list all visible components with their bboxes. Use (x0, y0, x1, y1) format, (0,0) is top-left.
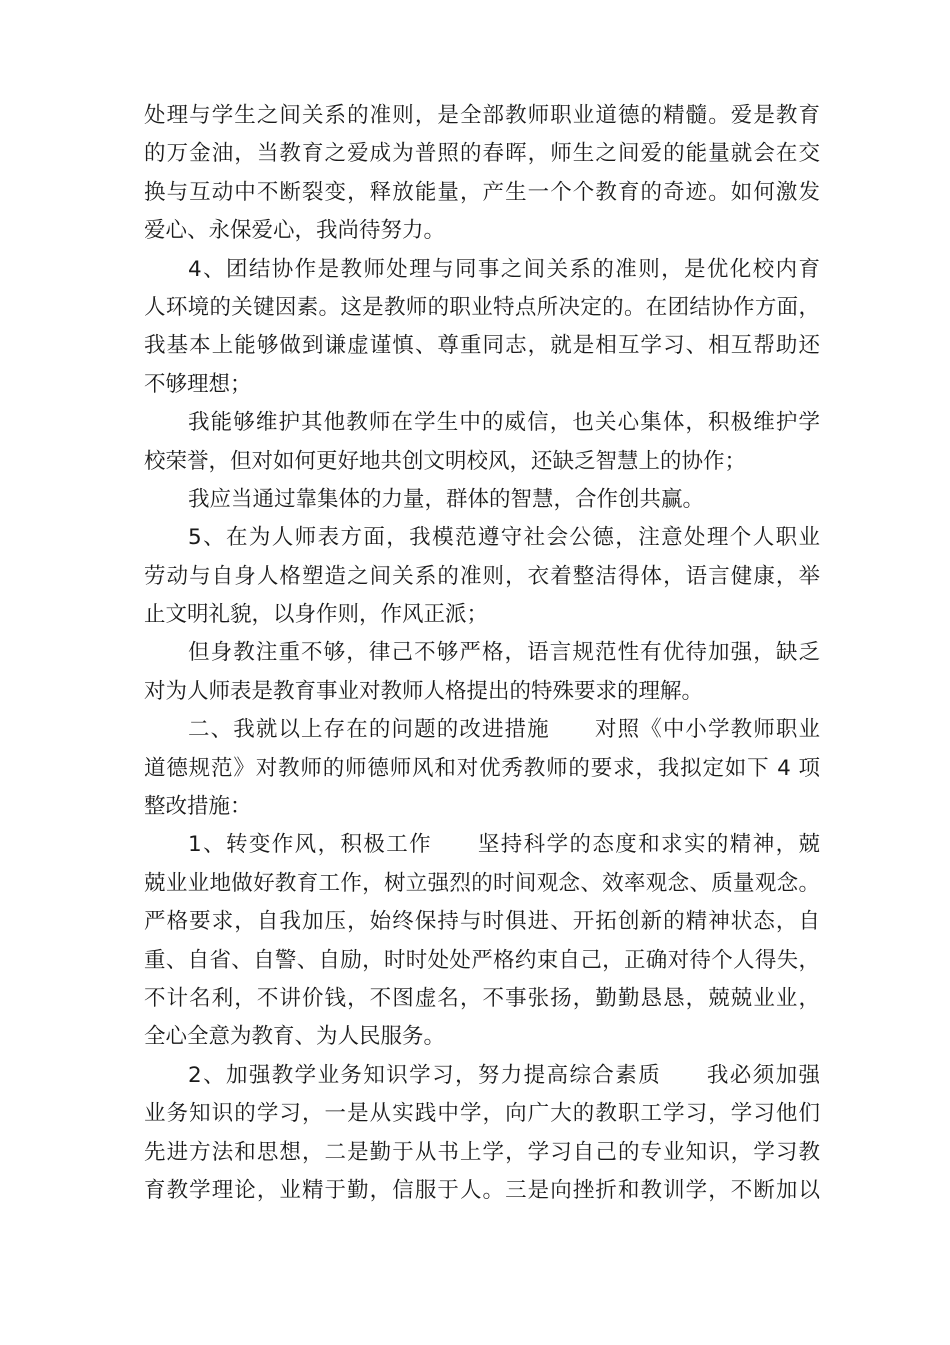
text-line: 不计名利，不讲价钱，不图虚名，不事张扬，勤勤恳恳，兢兢业业， (144, 985, 820, 1011)
text-line: 先进方法和思想，二是勤于从书上学，学习自己的专业知识，学习教 (144, 1139, 820, 1165)
text-line: 育教学理论，业精于勤，信服于人。三是向挫折和教训学，不断加以 (144, 1177, 820, 1203)
text-line: 校荣誉，但对如何更好地共创文明校风，还缺乏智慧上的协作； (144, 448, 747, 474)
text-line: 全心全意为教育、为人民服务。 (144, 1024, 446, 1050)
text-line: 整改措施： (144, 794, 252, 820)
text-line: 对为人师表是教育事业对教师人格提出的特殊要求的理解。 (144, 678, 704, 704)
text-line: 业务知识的学习，一是从实践中学，向广大的教职工学习，学习他们 (144, 1101, 820, 1127)
text-line: 但身教注重不够，律己不够严格，语言规范性有优待加强，缺乏 (188, 640, 820, 666)
text-line: 不够理想； (144, 371, 252, 397)
text-line: 人环境的关键因素。这是教师的职业特点所决定的。在团结协作方面， (144, 294, 820, 320)
text-line: 换与互动中不断裂变，释放能量，产生一个个教育的奇迹。如何激发 (144, 179, 820, 205)
text-line: 我能够维护其他教师在学生中的威信，也关心集体，积极维护学 (188, 410, 820, 436)
text-line: 4、团结协作是教师处理与同事之间关系的准则，是优化校内育 (188, 256, 820, 282)
text-line: 2、加强教学业务知识学习，努力提高综合素质 我必须加强 (188, 1062, 820, 1088)
text-line: 劳动与自身人格塑造之间关系的准则，衣着整洁得体，语言健康，举 (144, 563, 820, 589)
text-line: 的万金油，当教育之爱成为普照的春晖，师生之间爱的能量就会在交 (144, 141, 820, 167)
text-line: 重、自省、自警、自励，时时处处严格约束自己，正确对待个人得失， (144, 947, 820, 973)
text-line: 5、在为人师表方面，我模范遵守社会公德，注意处理个人职业 (188, 525, 820, 551)
text-line: 止文明礼貌，以身作则，作风正派； (144, 602, 489, 628)
text-line: 我应当通过靠集体的力量，群体的智慧，合作创共赢。 (188, 486, 705, 512)
document-body (144, 97, 820, 1210)
text-line: 兢业业地做好教育工作，树立强烈的时间观念、效率观念、质量观念。 (144, 870, 820, 896)
text-line: 处理与学生之间关系的准则，是全部教师职业道德的精髓。爱是教育 (144, 103, 820, 128)
text-line: 二、我就以上存在的问题的改进措施 对照《中小学教师职业 (188, 717, 820, 743)
text-line: 严格要求，自我加压，始终保持与时俱进、开拓创新的精神状态，自 (144, 909, 820, 935)
text-line: 1、转变作风，积极工作 坚持科学的态度和求实的精神，兢 (188, 832, 820, 858)
text-line: 道德规范》对教师的师德师风和对优秀教师的要求，我拟定如下 4 项 (144, 755, 820, 781)
text-line: 我基本上能够做到谦虚谨慎、尊重同志，就是相互学习、相互帮助还 (144, 333, 820, 359)
text-line: 爱心、永保爱心，我尚待努力。 (144, 218, 446, 244)
